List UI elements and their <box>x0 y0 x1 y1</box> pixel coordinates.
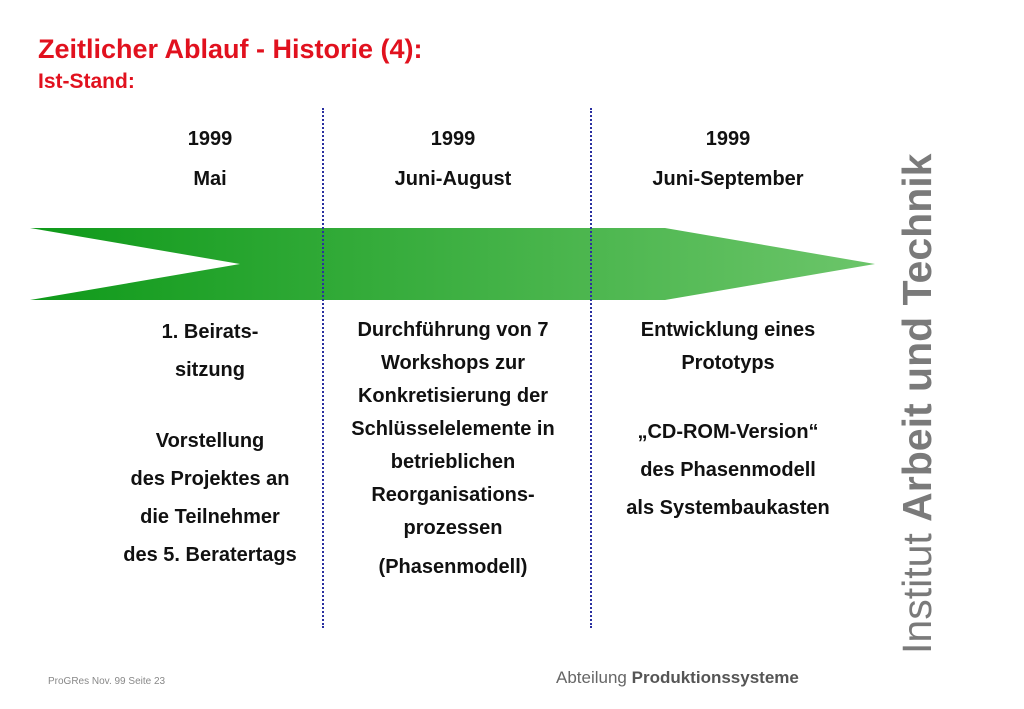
column-divider-1 <box>322 108 324 628</box>
column-1-year: 1999 <box>187 128 233 150</box>
column-3-text: „CD-ROM-Version“ <box>637 421 819 443</box>
timeline-arrow-shape <box>30 228 875 300</box>
column-3-body <box>600 314 856 527</box>
page-title: Zeitlicher Ablauf - Historie (4): <box>38 34 423 64</box>
column-3-period: Juni-September <box>652 168 804 190</box>
column-2-text: Reorganisations- <box>371 484 535 506</box>
column-1-period: Mai <box>193 168 227 190</box>
column-3-text: des Phasenmodell <box>640 459 816 481</box>
column-3-header <box>618 126 838 206</box>
column-2-header <box>352 126 554 206</box>
column-2-text: prozessen <box>403 517 503 539</box>
column-1-text: die Teilnehmer <box>140 506 280 528</box>
column-2-text: Schlüsselelemente in <box>351 418 555 440</box>
footer-department-prefix: Abteilung <box>556 668 632 687</box>
column-2-text: betrieblichen <box>390 451 516 473</box>
column-1-text: Vorstellung <box>155 430 265 452</box>
column-3-text: als Systembaukasten <box>626 497 830 519</box>
footer-department <box>556 668 799 688</box>
branding-bold-text: Arbeit und Technik <box>894 153 940 522</box>
column-1-header <box>110 126 310 206</box>
branding-light-text: Institut <box>894 521 940 654</box>
column-1-body <box>110 314 310 574</box>
column-2-text: (Phasenmodell) <box>378 556 528 578</box>
column-2-body <box>334 314 572 584</box>
column-2-text: Workshops zur <box>380 352 526 374</box>
column-1-text: 1. Beirats- <box>161 321 259 343</box>
column-1-text: des 5. Beratertags <box>123 544 297 566</box>
footer-page-info: ProGRes Nov. 99 Seite 23 <box>48 676 166 687</box>
column-2-period: Juni-August <box>394 168 512 190</box>
column-2-text: Durchführung von 7 <box>357 319 549 341</box>
column-1-text: des Projektes an <box>130 468 290 490</box>
column-2-text: Konkretisierung der <box>357 385 549 407</box>
column-3-text: Prototyps <box>681 352 775 374</box>
column-1-text: sitzung <box>175 359 245 381</box>
footer-department-name: Produktionssysteme <box>631 668 799 687</box>
column-3-text: Entwicklung eines <box>640 319 816 341</box>
page-subtitle: Ist-Stand: <box>38 70 135 93</box>
column-divider-2 <box>590 108 592 628</box>
column-2-year: 1999 <box>430 128 476 150</box>
column-3-year: 1999 <box>705 128 751 150</box>
